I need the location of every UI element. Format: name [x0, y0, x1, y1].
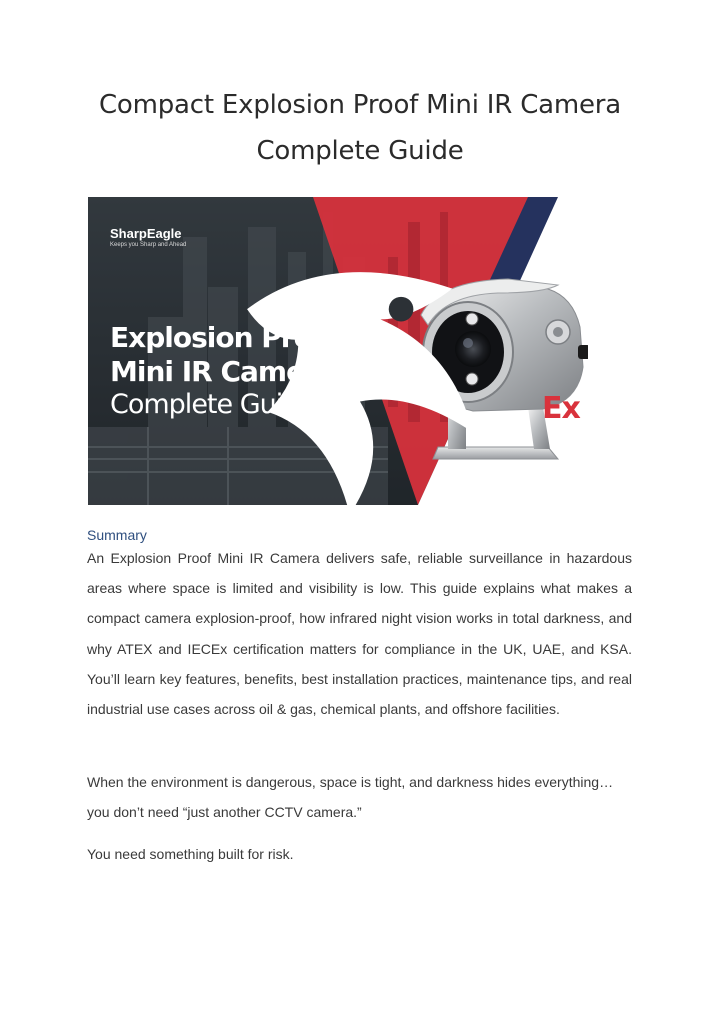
- document-title: [60, 82, 660, 174]
- brand-tagline: Keeps you Sharp and Ahead: [110, 242, 187, 248]
- document-title-line-1: Compact Explosion Proof Mini IR Camera: [98, 90, 622, 120]
- ex-certification-mark: Ex: [542, 391, 580, 426]
- banner-headline-line-3: Complete Guide: [110, 389, 314, 420]
- banner-headline-line-1: Explosion Proof: [110, 321, 342, 354]
- banner-headline-line-2: Mini IR Camera: [110, 355, 335, 388]
- body-paragraph-3: You need something built for risk.: [87, 846, 294, 862]
- brand-logo: [110, 227, 186, 249]
- hero-banner-image: [88, 197, 588, 505]
- brand-name: SharpEagle: [110, 226, 182, 241]
- document-title-line-2: Complete Guide: [256, 136, 464, 166]
- body-paragraph-2: When the environment is dangerous, space is tight, and darkness hides everything… you don’t need “just another CCTV camera.”: [87, 774, 614, 820]
- summary-heading: Summary: [87, 527, 147, 543]
- summary-paragraph: An Explosion Proof Mini IR Camera delivers safe, reliable surveillance in hazardous areas where space is limited and visibility is low. This guide explains what makes a compact camera explosion-proof, how infrared night vision works in total darkness, and why ATEX and IECEx certification matters for compliance in the UK, UAE, and KSA. You’ll learn key features, benefits, best installation practices, maintenance tips, and real industrial use cases across oil & gas, chemical plants, and offshore facilities.: [87, 550, 632, 718]
